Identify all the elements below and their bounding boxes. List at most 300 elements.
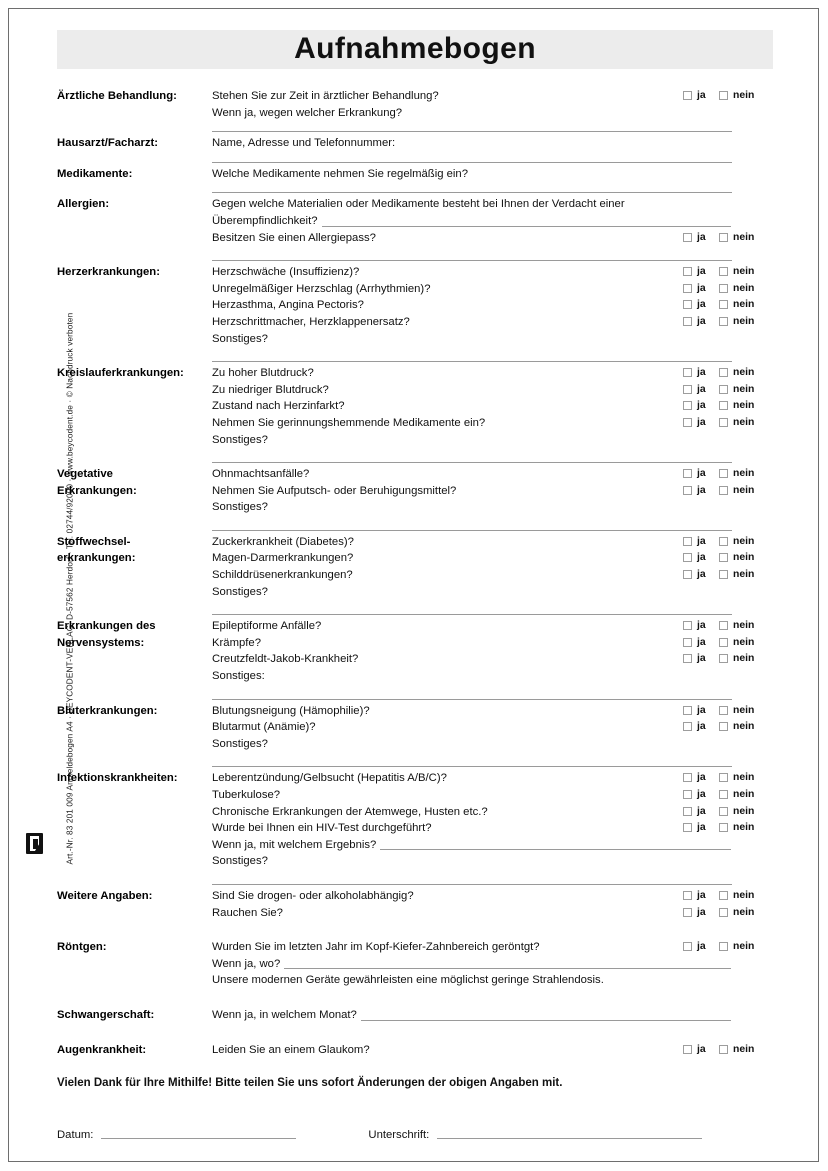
- checkbox-ja[interactable]: [683, 654, 692, 663]
- question-row: [212, 166, 771, 183]
- question-text: Schilddrüsenerkrankungen?: [212, 569, 353, 582]
- checkbox-ja-label: ja: [697, 231, 706, 243]
- question-row: [212, 331, 771, 348]
- section-gap: [57, 685, 771, 699]
- question-text: Wenn ja, mit welchem Ergebnis?: [212, 838, 377, 851]
- question-text: Blutarmut (Anämie)?: [212, 721, 316, 734]
- checkbox-ja[interactable]: [683, 284, 692, 293]
- checkbox-ja[interactable]: [683, 469, 692, 478]
- question-text: Wenn ja, wo?: [212, 957, 281, 970]
- question-row: [212, 804, 771, 821]
- date-input-line[interactable]: [101, 1138, 296, 1139]
- section-gap: [57, 182, 771, 192]
- question-row: [212, 230, 771, 247]
- checkbox-nein-label: nein: [733, 1043, 755, 1055]
- section-label-line: Vegetative: [57, 468, 113, 481]
- checkbox-ja[interactable]: [683, 891, 692, 900]
- question-text: Ohnmachtsanfälle?: [212, 468, 310, 481]
- signature-row: [57, 1128, 771, 1142]
- checkbox-nein[interactable]: [719, 942, 728, 951]
- question-text: Name, Adresse und Telefonnummer:: [212, 137, 396, 150]
- checkbox-ja[interactable]: [683, 418, 692, 427]
- section-label-line: Infektionskrankheiten:: [57, 772, 178, 785]
- question-row: [212, 432, 771, 449]
- question-text: Herzasthma, Angina Pectoris?: [212, 299, 364, 312]
- checkbox-ja[interactable]: [683, 233, 692, 242]
- yes-no-checkbox-group: [683, 637, 771, 648]
- checkbox-ja-label: ja: [697, 653, 706, 665]
- form-section: [57, 699, 771, 753]
- answer-input-line[interactable]: [322, 226, 732, 227]
- checkbox-ja[interactable]: [683, 790, 692, 799]
- yes-no-checkbox-group: [683, 907, 771, 918]
- checkbox-ja[interactable]: [683, 706, 692, 715]
- section-gap: [57, 121, 771, 131]
- section-label-line: Allergien:: [57, 198, 110, 211]
- section-gap: [57, 1024, 771, 1038]
- question-text: Überempfindlichkeit?: [212, 214, 318, 227]
- checkbox-ja[interactable]: [683, 267, 692, 276]
- question-row: [212, 905, 771, 922]
- checkbox-ja-label: ja: [697, 416, 706, 428]
- question-row: [212, 1042, 771, 1059]
- yes-no-checkbox-group: [683, 1044, 771, 1055]
- checkbox-nein-label: nein: [733, 299, 755, 311]
- checkbox-nein-label: nein: [733, 653, 755, 665]
- question-text: Stehen Sie zur Zeit in ärztlicher Behandlung?: [212, 90, 439, 102]
- question-text: Unregelmäßiger Herzschlag (Arrhythmien)?: [212, 282, 431, 295]
- checkbox-nein[interactable]: [719, 267, 728, 276]
- form-section: [57, 530, 771, 600]
- yes-no-checkbox-group: [683, 299, 771, 310]
- section-label: [57, 766, 212, 787]
- checkbox-nein[interactable]: [719, 790, 728, 799]
- publisher-logo-icon: [26, 833, 43, 854]
- question-text: Sonstiges?: [212, 855, 268, 868]
- question-text: Rauchen Sie?: [212, 906, 283, 919]
- checkbox-nein[interactable]: [719, 284, 728, 293]
- checkbox-nein-label: nein: [733, 569, 755, 581]
- question-text: Zu niedriger Blutdruck?: [212, 383, 329, 396]
- yes-no-checkbox-group: [683, 316, 771, 327]
- section-gap: [57, 752, 771, 766]
- checkbox-ja[interactable]: [683, 537, 692, 546]
- checkbox-ja[interactable]: [683, 807, 692, 816]
- question-text: Wenn ja, wegen welcher Erkrankung?: [212, 106, 403, 119]
- page-title: Aufnahmebogen: [294, 32, 536, 65]
- question-row: [212, 719, 771, 736]
- checkbox-ja-label: ja: [697, 569, 706, 581]
- form-section: [57, 1003, 771, 1024]
- checkbox-ja[interactable]: [683, 908, 692, 917]
- checkbox-nein-label: nein: [733, 367, 755, 379]
- checkbox-nein[interactable]: [719, 537, 728, 546]
- checkbox-ja[interactable]: [683, 621, 692, 630]
- signature-input-line[interactable]: [437, 1138, 702, 1139]
- section-questions: [212, 162, 771, 183]
- question-text: Leiden Sie an einem Glaukom?: [212, 1043, 370, 1056]
- question-row: [212, 281, 771, 298]
- checkbox-nein-label: nein: [733, 636, 755, 648]
- yes-no-checkbox-group: [683, 822, 771, 833]
- question-text: Nehmen Sie Aufputsch- oder Beruhigungsmittel?: [212, 484, 457, 497]
- checkbox-ja[interactable]: [683, 570, 692, 579]
- form-section: [57, 162, 771, 183]
- checkbox-ja-label: ja: [697, 889, 706, 901]
- form-sections: [57, 84, 771, 1058]
- question-row: [212, 736, 771, 753]
- answer-input-line[interactable]: [380, 849, 731, 850]
- form-section: [57, 84, 771, 121]
- question-text: Chronische Erkrankungen der Atemwege, Husten etc.?: [212, 805, 488, 818]
- question-row: [212, 365, 771, 382]
- checkbox-nein-label: nein: [733, 535, 755, 547]
- form-section: [57, 192, 771, 246]
- section-gap: [57, 152, 771, 162]
- checkbox-nein[interactable]: [719, 1045, 728, 1054]
- question-row: [212, 415, 771, 432]
- question-text: Sonstiges?: [212, 501, 268, 514]
- yes-no-checkbox-group: [683, 468, 771, 479]
- checkbox-ja-label: ja: [697, 552, 706, 564]
- question-text: Leberentzündung/Gelbsucht (Hepatitis A/B/C)?: [212, 772, 447, 785]
- question-row: [212, 820, 771, 837]
- yes-no-checkbox-group: [683, 367, 771, 378]
- yes-no-checkbox-group: [683, 384, 771, 395]
- form-section: [57, 131, 771, 152]
- question-text: Zustand nach Herzinfarkt?: [212, 400, 345, 413]
- question-row: [212, 956, 771, 973]
- checkbox-ja-label: ja: [697, 90, 706, 101]
- checkbox-nein[interactable]: [719, 773, 728, 782]
- yes-no-checkbox-group: [683, 90, 771, 101]
- section-label-line: Erkrankungen:: [57, 484, 137, 497]
- checkbox-nein-label: nein: [733, 552, 755, 564]
- question-row: [212, 466, 771, 483]
- checkbox-ja-label: ja: [697, 636, 706, 648]
- section-label-line: Herzerkrankungen:: [57, 266, 160, 279]
- checkbox-nein[interactable]: [719, 368, 728, 377]
- yes-no-checkbox-group: [683, 941, 771, 952]
- checkbox-nein-label: nein: [733, 266, 755, 278]
- checkbox-ja[interactable]: [683, 317, 692, 326]
- checkbox-nein-label: nein: [733, 383, 755, 395]
- question-text: Unsere modernen Geräte gewährleisten eine möglichst geringe Strahlendosis.: [212, 974, 604, 987]
- checkbox-ja-label: ja: [697, 400, 706, 412]
- yes-no-checkbox-group: [683, 653, 771, 664]
- question-row: [212, 618, 771, 635]
- section-questions: [212, 699, 771, 753]
- checkbox-nein[interactable]: [719, 654, 728, 663]
- section-label-line: Stoffwechsel-: [57, 535, 131, 548]
- checkbox-nein-label: nein: [733, 416, 755, 428]
- question-row: [212, 264, 771, 281]
- question-row: [212, 88, 771, 105]
- checkbox-ja[interactable]: [683, 553, 692, 562]
- checkbox-ja[interactable]: [683, 942, 692, 951]
- yes-no-checkbox-group: [683, 400, 771, 411]
- section-label-line: Medikamente:: [57, 167, 133, 180]
- question-text: Krämpfe?: [212, 636, 261, 649]
- section-label-line: Hausarzt/Facharzt:: [57, 137, 159, 150]
- section-questions: [212, 84, 771, 121]
- checkbox-nein[interactable]: [719, 385, 728, 394]
- question-text: Wurde bei Ihnen ein HIV-Test durchgeführt?: [212, 822, 432, 835]
- question-row: [212, 105, 771, 122]
- yes-no-checkbox-group: [683, 536, 771, 547]
- form-section: [57, 766, 771, 870]
- checkbox-nein-label: nein: [733, 789, 755, 800]
- checkbox-ja-label: ja: [697, 468, 706, 480]
- checkbox-nein[interactable]: [719, 722, 728, 731]
- section-label-line: Röntgen:: [57, 941, 107, 954]
- checkbox-nein[interactable]: [719, 706, 728, 715]
- section-questions: [212, 935, 771, 989]
- section-label: [57, 1003, 212, 1024]
- question-text: Herzschwäche (Insuffizienz)?: [212, 266, 360, 279]
- question-row: [212, 888, 771, 905]
- question-text: Wenn ja, in welchem Monat?: [212, 1008, 357, 1021]
- checkbox-ja-label: ja: [697, 789, 706, 800]
- section-label-line: Erkrankungen des: [57, 620, 156, 633]
- form-section: [57, 1038, 771, 1059]
- checkbox-ja[interactable]: [683, 773, 692, 782]
- checkbox-nein-label: nein: [733, 704, 755, 716]
- yes-no-checkbox-group: [683, 485, 771, 496]
- question-row: [212, 651, 771, 668]
- checkbox-nein-label: nein: [733, 315, 755, 327]
- question-text: Sonstiges?: [212, 433, 268, 446]
- title-banner: [57, 30, 773, 69]
- answer-input-line[interactable]: [284, 968, 731, 969]
- question-row: [212, 499, 771, 516]
- section-label: [57, 260, 212, 281]
- question-row: [212, 213, 771, 230]
- checkbox-nein-label: nein: [733, 772, 755, 784]
- checkbox-ja-label: ja: [697, 484, 706, 496]
- yes-no-checkbox-group: [683, 789, 771, 800]
- yes-no-checkbox-group: [683, 569, 771, 580]
- form-section: [57, 884, 771, 921]
- section-label-line: Bluterkrankungen:: [57, 704, 158, 717]
- question-row: [212, 668, 771, 685]
- question-row: [212, 1007, 771, 1024]
- question-row: [212, 314, 771, 331]
- checkbox-ja[interactable]: [683, 300, 692, 309]
- checkbox-nein-label: nein: [733, 90, 755, 101]
- checkbox-nein[interactable]: [719, 553, 728, 562]
- form-section: [57, 260, 771, 347]
- section-gap: [57, 989, 771, 1003]
- question-row: [212, 635, 771, 652]
- section-questions: [212, 192, 771, 246]
- checkbox-nein[interactable]: [719, 621, 728, 630]
- question-text: Sonstiges?: [212, 332, 268, 345]
- checkbox-ja-label: ja: [697, 315, 706, 327]
- checkbox-nein-label: nein: [733, 889, 755, 901]
- checkbox-nein[interactable]: [719, 807, 728, 816]
- section-gap: [57, 870, 771, 884]
- question-row: [212, 550, 771, 567]
- checkbox-ja-label: ja: [697, 772, 706, 784]
- section-label-line: Weitere Angaben:: [57, 889, 153, 902]
- form-section: [57, 935, 771, 989]
- form-section: [57, 462, 771, 516]
- question-text: Sonstiges?: [212, 585, 268, 598]
- checkbox-nein[interactable]: [719, 469, 728, 478]
- question-row: [212, 770, 771, 787]
- section-label: [57, 361, 212, 382]
- thanks-note: Vielen Dank für Ihre Mithilfe! Bitte teilen Sie uns sofort Änderungen der obigen Angaben mit.: [57, 1077, 563, 1089]
- checkbox-nein[interactable]: [719, 891, 728, 900]
- question-row: [212, 703, 771, 720]
- section-gap: [57, 921, 771, 935]
- yes-no-checkbox-group: [683, 772, 771, 783]
- question-text: Creutzfeldt-Jakob-Krankheit?: [212, 653, 359, 666]
- checkbox-nein-label: nein: [733, 400, 755, 412]
- question-text: Zu hoher Blutdruck?: [212, 367, 314, 380]
- section-questions: [212, 1003, 771, 1024]
- checkbox-ja[interactable]: [683, 486, 692, 495]
- section-label: [57, 699, 212, 720]
- checkbox-ja-label: ja: [697, 941, 706, 953]
- question-text: Nehmen Sie gerinnungshemmende Medikamente ein?: [212, 416, 486, 429]
- section-label-line: Ärztliche Behandlung:: [57, 90, 177, 102]
- yes-no-checkbox-group: [683, 552, 771, 563]
- checkbox-nein[interactable]: [719, 401, 728, 410]
- checkbox-nein-label: nein: [733, 620, 755, 632]
- checkbox-nein[interactable]: [719, 317, 728, 326]
- question-text: Besitzen Sie einen Allergiepass?: [212, 231, 376, 244]
- checkbox-ja[interactable]: [683, 722, 692, 731]
- question-row: [212, 584, 771, 601]
- yes-no-checkbox-group: [683, 266, 771, 277]
- question-text: Wurden Sie im letzten Jahr im Kopf-Kiefer-Zahnbereich geröntgt?: [212, 941, 540, 954]
- signature-label: Unterschrift:: [368, 1129, 430, 1141]
- checkbox-ja-label: ja: [697, 805, 706, 817]
- question-text: Gegen welche Materialien oder Medikamente besteht bei Ihnen der Verdacht einer: [212, 198, 625, 211]
- checkbox-nein-label: nein: [733, 941, 755, 953]
- margin-imprint-text: Art.-Nr. 83 201 009 Anmeldebogen A4 · BEYCODENT-VERLAG, D-57562 Herdorf · Tel. 02744/92000 · www.beycodent.de · © Nachdruck verboten: [65, 312, 75, 865]
- yes-no-checkbox-group: [683, 721, 771, 732]
- checkbox-nein-label: nein: [733, 231, 755, 243]
- checkbox-ja[interactable]: [683, 91, 692, 100]
- checkbox-ja-label: ja: [697, 721, 706, 733]
- checkbox-nein-label: nein: [733, 805, 755, 817]
- checkbox-nein[interactable]: [719, 638, 728, 647]
- checkbox-ja[interactable]: [683, 401, 692, 410]
- question-row: [212, 382, 771, 399]
- checkbox-nein[interactable]: [719, 570, 728, 579]
- section-questions: [212, 884, 771, 921]
- section-label: [57, 1038, 212, 1059]
- form-section: [57, 361, 771, 448]
- checkbox-ja[interactable]: [683, 823, 692, 832]
- question-row: [212, 972, 771, 989]
- question-row: [212, 939, 771, 956]
- section-label: [57, 462, 212, 499]
- section-gap: [57, 516, 771, 530]
- section-questions: [212, 614, 771, 684]
- question-text: Magen-Darmerkrankungen?: [212, 552, 354, 565]
- question-row: [212, 853, 771, 870]
- checkbox-nein-label: nein: [733, 282, 755, 294]
- form-section: [57, 614, 771, 684]
- section-label: [57, 530, 212, 567]
- section-questions: [212, 766, 771, 870]
- checkbox-nein[interactable]: [719, 233, 728, 242]
- checkbox-ja[interactable]: [683, 368, 692, 377]
- section-label: [57, 884, 212, 905]
- question-text: Sonstiges?: [212, 737, 268, 750]
- section-label: [57, 84, 212, 105]
- checkbox-ja-label: ja: [697, 282, 706, 294]
- section-label-line: Augenkrankheit:: [57, 1043, 147, 1056]
- question-text: Epileptiforme Anfälle?: [212, 620, 322, 633]
- question-row: [212, 534, 771, 551]
- yes-no-checkbox-group: [683, 417, 771, 428]
- question-row: [212, 297, 771, 314]
- checkbox-nein[interactable]: [719, 418, 728, 427]
- checkbox-ja-label: ja: [697, 620, 706, 632]
- checkbox-nein[interactable]: [719, 486, 728, 495]
- section-gap: [57, 600, 771, 614]
- question-text: Herzschrittmacher, Herzklappenersatz?: [212, 315, 410, 328]
- checkbox-ja[interactable]: [683, 385, 692, 394]
- checkbox-nein-label: nein: [733, 822, 755, 834]
- question-row: [212, 837, 771, 854]
- section-questions: [212, 530, 771, 600]
- section-label-line: Kreislauferkrankungen:: [57, 367, 184, 380]
- question-row: [212, 567, 771, 584]
- section-gap: [57, 448, 771, 462]
- question-row: [212, 787, 771, 804]
- answer-input-line[interactable]: [361, 1020, 731, 1021]
- question-row: [212, 196, 771, 213]
- section-label: [57, 935, 212, 956]
- checkbox-ja[interactable]: [683, 1045, 692, 1054]
- checkbox-ja-label: ja: [697, 906, 706, 918]
- section-label: [57, 192, 212, 213]
- section-gap: [57, 347, 771, 361]
- checkbox-nein[interactable]: [719, 91, 728, 100]
- checkbox-ja[interactable]: [683, 638, 692, 647]
- section-label-line: Nervensystems:: [57, 636, 145, 649]
- section-label-line: Schwangerschaft:: [57, 1008, 155, 1021]
- question-row: [212, 398, 771, 415]
- checkbox-nein[interactable]: [719, 823, 728, 832]
- question-text: Zuckerkrankheit (Diabetes)?: [212, 535, 354, 548]
- section-gap: [57, 246, 771, 260]
- date-label: Datum:: [57, 1129, 94, 1141]
- section-questions: [212, 361, 771, 448]
- checkbox-nein[interactable]: [719, 300, 728, 309]
- checkbox-ja-label: ja: [697, 266, 706, 278]
- section-label-line: erkrankungen:: [57, 552, 136, 565]
- yes-no-checkbox-group: [683, 806, 771, 817]
- checkbox-ja-label: ja: [697, 822, 706, 834]
- question-text: Tuberkulose?: [212, 789, 281, 801]
- section-label: [57, 614, 212, 651]
- checkbox-nein-label: nein: [733, 484, 755, 496]
- checkbox-nein[interactable]: [719, 908, 728, 917]
- section-label: [57, 131, 212, 152]
- section-questions: [212, 1038, 771, 1059]
- checkbox-nein-label: nein: [733, 721, 755, 733]
- section-label: [57, 162, 212, 183]
- section-questions: [212, 462, 771, 516]
- yes-no-checkbox-group: [683, 283, 771, 294]
